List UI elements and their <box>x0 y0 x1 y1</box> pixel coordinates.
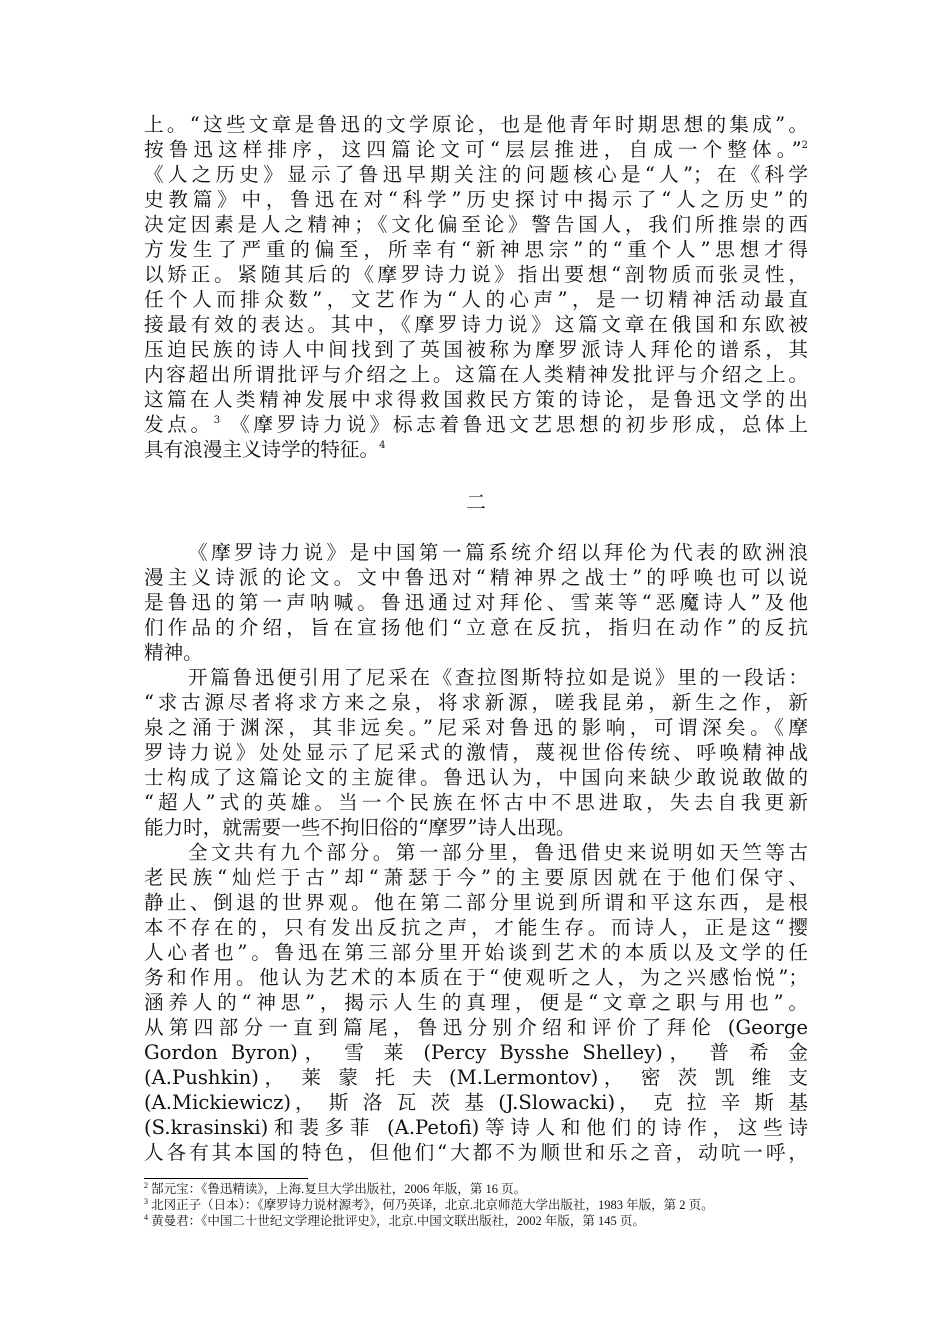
text-line <box>144 187 808 212</box>
line-text: 老民族“灿烂于古”却“萧瑟于今”的主要原因就在于他们保守、 <box>144 866 808 889</box>
line-text: “超人”式的英雄。当一个民族在怀古中不思进取，失去自我更新 <box>144 791 808 814</box>
footnote-number: 2 <box>144 1181 148 1190</box>
line-text: 《人之历史》显示了鲁迅早期关注的问题核心是“人”；在《科学 <box>144 163 808 186</box>
line-text: 史教篇》中，鲁迅在对“科学”历史探讨中揭示了“人之历史”的 <box>144 188 808 211</box>
text-line <box>188 840 808 865</box>
footnote-ref: 3 <box>213 415 221 426</box>
text-line <box>144 715 808 740</box>
line-text: 决定因素是人之精神；《文化偏至论》警告国人，我们所推崇的西 <box>144 213 808 236</box>
text-line <box>144 1090 808 1115</box>
text-line <box>188 540 808 565</box>
text-line <box>144 212 808 237</box>
text-line <box>144 965 808 990</box>
footnote-text: 黄曼君：《中国二十世纪文学理论批评史》，北京.中国文联出版社，2002 年版，第 145 页。 <box>148 1214 645 1228</box>
text-line <box>144 815 808 840</box>
footnote-ref: 4 <box>379 440 386 451</box>
line-text: 方发生了严重的偏至，所幸有“新神思宗”的“重个人”思想才得 <box>144 238 808 261</box>
line-text: 人心者也”。鲁迅在第三部分里开始谈到艺术的本质以及文学的任 <box>144 941 808 964</box>
line-text: 压迫民族的诗人中间找到了英国被称为摩罗派诗人拜伦的谱系，其 <box>144 338 808 361</box>
footnote <box>144 1197 844 1213</box>
text-line <box>144 865 808 890</box>
text-line <box>144 1115 808 1140</box>
line-text: 《摩罗诗力说》是中国第一篇系统介绍以拜伦为代表的欧洲浪 <box>188 541 808 564</box>
text-line <box>144 690 808 715</box>
text-line <box>144 262 808 287</box>
text-line <box>144 1015 808 1040</box>
text-line <box>144 287 808 312</box>
line-text: “求古源尽者将求方来之泉，将求新源，嗟我昆弟，新生之作，新 <box>144 691 808 714</box>
text-line <box>144 940 808 965</box>
text-line <box>144 412 808 437</box>
text-line <box>144 890 808 915</box>
text-line <box>144 590 808 615</box>
line-text: 涵养人的“神思”，揭示人生的真理，便是“文章之职与用也”。 <box>144 991 808 1014</box>
line-text: 能力时，就需要一些不拘旧俗的“摩罗”诗人出现。 <box>144 816 576 839</box>
text-line <box>144 137 808 162</box>
line-text: 任个人而排众数”，文艺作为“人的心声”，是一切精神活动最直 <box>144 288 808 311</box>
text-line <box>144 915 808 940</box>
text-line <box>144 640 808 665</box>
line-text: 是鲁迅的第一声呐喊。鲁迅通过对拜伦、雪莱等“恶魔诗人”及他 <box>144 591 808 614</box>
footnote <box>144 1213 844 1229</box>
line-text: 全文共有九个部分。第一部分里，鲁迅借史来说明如天竺等古 <box>188 841 808 864</box>
footnote-text: 北冈正子（日本）：《摩罗诗力说材源考》，何乃英译，北京.北京师范大学出版社，1983 年版，第 2 页。 <box>148 1198 714 1212</box>
line-text: 《摩罗诗力说》标志着鲁迅文艺思想的初步形成，总体上 <box>220 413 808 436</box>
section-heading: 二 <box>466 490 486 514</box>
footnote <box>144 1181 844 1197</box>
line-text: 本不存在的，只有发出反抗之声，才能生存。而诗人，正是这“撄 <box>144 916 808 939</box>
text-line <box>144 362 808 387</box>
line-text: 罗诗力说》处处显示了尼采式的激情，蔑视世俗传统、呼唤精神战 <box>144 741 808 764</box>
line-text: 按鲁迅这样排序，这四篇论文可“层层推进，自成一个整体。” <box>144 138 802 161</box>
text-line <box>144 765 808 790</box>
line-text: 开篇鲁迅便引用了尼采在《查拉图斯特拉如是说》里的一段话： <box>188 666 808 689</box>
line-text: 上。“这些文章是鲁迅的文学原论，也是他青年时期思想的集成”。 <box>144 113 808 136</box>
text-line <box>144 740 808 765</box>
line-text: 漫主义诗派的论文。文中鲁迅对“精神界之战士”的呼唤也可以说 <box>144 566 808 589</box>
footnote-text: 郜元宝：《鲁迅精读》，上海.复旦大学出版社，2006 年版，第 16 页。 <box>148 1182 527 1196</box>
line-text: 务和作用。他认为艺术的本质在于“使观听之人，为之兴感怡悦”； <box>144 966 808 989</box>
text-line <box>144 112 808 137</box>
line-text: 士构成了这篇论文的主旋律。鲁迅认为，中国向来缺少敢说敢做的 <box>144 766 808 789</box>
text-line <box>144 1140 808 1165</box>
line-text: 接最有效的表达。其中，《摩罗诗力说》这篇文章在俄国和东欧被 <box>144 313 808 336</box>
footnote-number: 3 <box>144 1197 148 1206</box>
line-text: 从第四部分一直到篇尾，鲁迅分别介绍和评价了拜伦 (George <box>144 1016 808 1039</box>
text-line <box>144 162 808 187</box>
line-text: (A.Mickiewicz)， 斯 洛 瓦 茨 基 (J.Slowacki)， 克 拉 辛 斯 基 <box>144 1091 808 1114</box>
line-text: 精神。 <box>144 641 203 664</box>
text-line <box>144 565 808 590</box>
line-text: 发点。 <box>144 413 214 436</box>
line-text: 内容超出所谓批评与介绍之上。这篇在人类精神发批评与介绍之上。 <box>144 363 808 386</box>
text-line <box>144 1065 808 1090</box>
line-text: (S.krasinski)和裴多菲 (A.Petofi)等诗人和他们的诗作，这些诗 <box>144 1116 808 1139</box>
text-line <box>188 665 808 690</box>
footnote-number: 4 <box>144 1213 148 1222</box>
text-line <box>144 615 808 640</box>
line-text: 人各有其本国的特色，但他们“大都不为顺世和乐之音，动吭一呼， <box>144 1141 808 1164</box>
text-line <box>144 990 808 1015</box>
text-line <box>144 437 808 462</box>
footnote-ref: 2 <box>801 140 808 151</box>
line-text: 这篇在人类精神发展中求得救国救民方策的诗论，是鲁迅文学的出 <box>144 388 808 411</box>
text-line <box>144 312 808 337</box>
line-text: Gordon Byron)， 雪 莱 (Percy Bysshe Shelley)， 普 希 金 <box>144 1041 808 1064</box>
footnote-divider <box>144 1178 308 1179</box>
line-text: 泉之涌于渊深，其非远矣。”尼采对鲁迅的影响，可谓深矣。《摩 <box>144 716 808 739</box>
text-line <box>144 387 808 412</box>
text-line <box>144 790 808 815</box>
line-text: 们作品的介绍，旨在宣扬他们“立意在反抗，指归在动作”的反抗 <box>144 616 808 639</box>
line-text: 以矫正。紧随其后的《摩罗诗力说》指出要想“剖物质而张灵性， <box>144 263 808 286</box>
line-text: 静止、倒退的世界观。他在第二部分里说到所谓和平这东西，是根 <box>144 891 808 914</box>
text-line <box>144 337 808 362</box>
line-text: (A.Pushkin)， 莱 蒙 托 夫 (M.Lermontov)， 密 茨 凯 维 支 <box>144 1066 808 1089</box>
text-line <box>144 1040 808 1065</box>
line-text: 具有浪漫主义诗学的特征。 <box>144 438 380 461</box>
text-line <box>144 237 808 262</box>
